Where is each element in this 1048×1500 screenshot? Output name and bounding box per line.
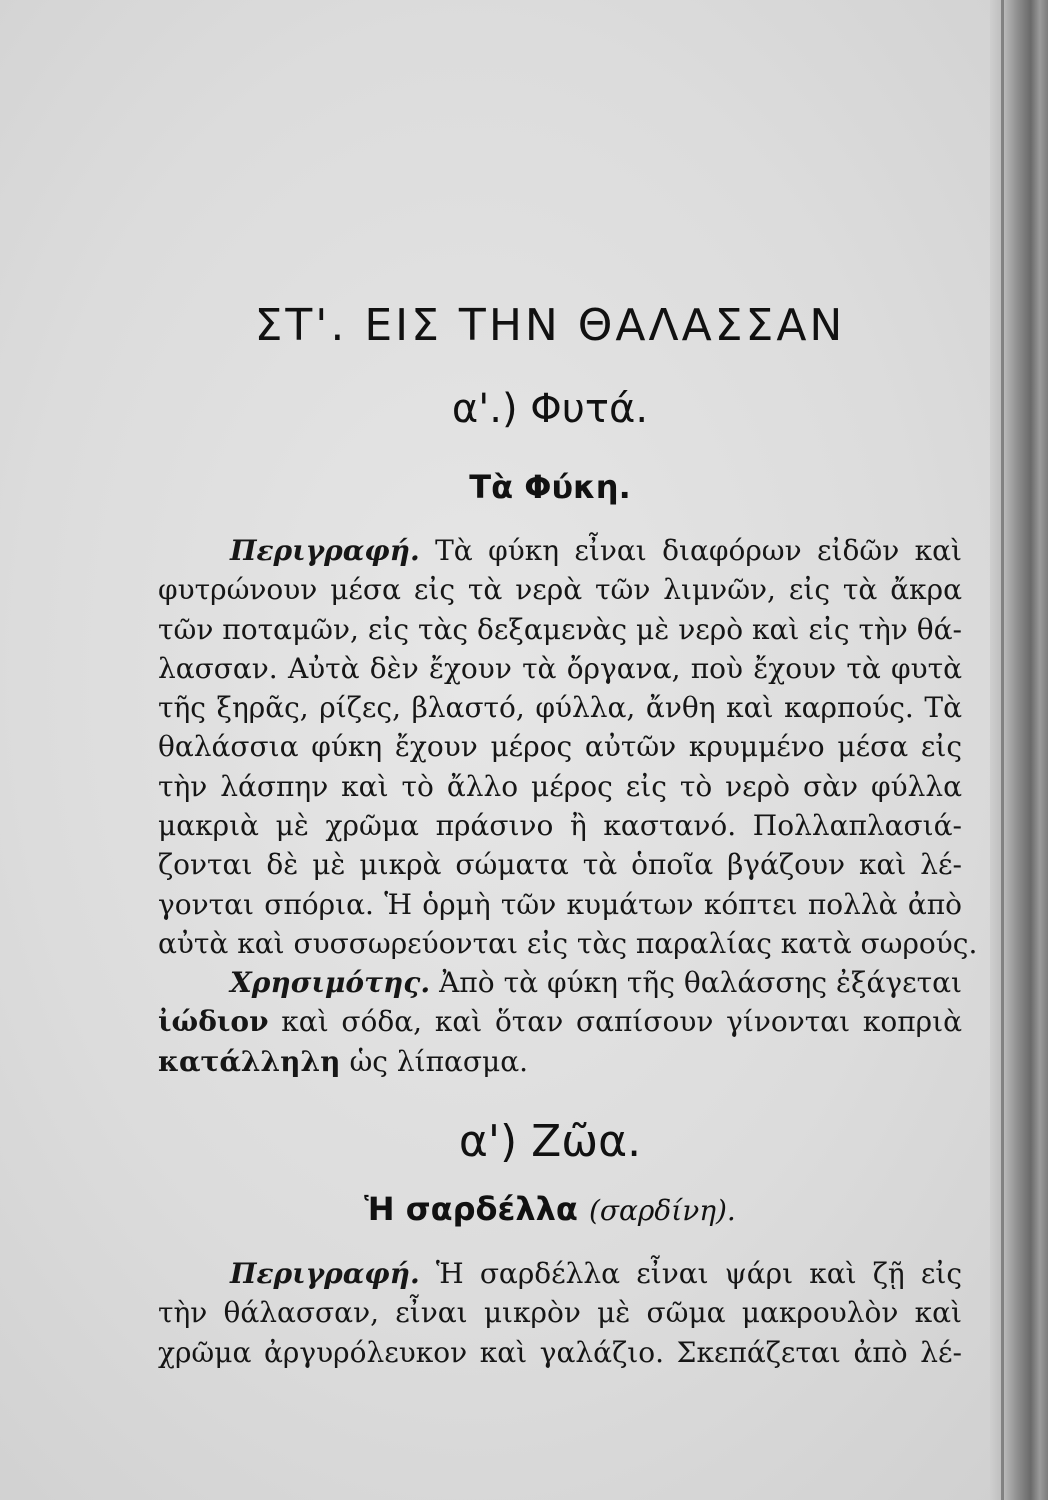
line-text: Ἀπὸ τὰ φύκη τῆς θαλάσσης ἐξάγεται — [430, 966, 962, 999]
text-line — [158, 806, 962, 845]
book-spine-edge — [990, 0, 1048, 1500]
line-text: ἰώδιον καὶ σόδα, καὶ ὅταν σαπίσουν γίνονται κοπριὰ — [158, 1005, 962, 1039]
line-text: ζονται δὲ μὲ μικρὰ σώματα τὰ ὁποῖα βγάζουν καὶ λέ- — [158, 848, 962, 882]
text-line — [158, 1002, 962, 1041]
line-text: τὴν θάλασσαν, εἶναι μικρὸν μὲ σῶμα μακρουλὸν καὶ — [158, 1296, 962, 1330]
text-line — [158, 531, 962, 570]
paragraph-seaweed-usefulness — [158, 963, 962, 1081]
paragraph-lead: Χρησιμότης. — [230, 966, 431, 999]
text-line — [158, 570, 962, 609]
line-text: γονται σπόρια. Ἡ ὁρμὴ τῶν κυμάτων κόπτει πολλὰ ἀπὸ — [158, 887, 962, 921]
line-text: χρῶμα ἀργυρόλευκον καὶ γαλάζιο. Σκεπάζεται ἀπὸ λέ- — [158, 1335, 962, 1369]
paragraph-seaweed-description — [158, 531, 978, 963]
topic-title-seaweed: Τὰ Φύκη. — [469, 468, 631, 506]
text-line — [158, 727, 962, 766]
bold-term: κατάλληλη — [158, 1044, 341, 1078]
text-line — [158, 1333, 962, 1372]
topic-alt-name: (σαρδίνη). — [588, 1194, 736, 1227]
text-line — [158, 688, 962, 727]
text-line — [158, 610, 962, 649]
text-line — [158, 1254, 962, 1293]
line-text: τῆς ξηρᾶς, ρίζες, βλαστό, φύλλα, ἄνθη καὶ καρπούς. Τὰ — [158, 691, 962, 725]
chapter-title: ΣΤ'. ΕΙΣ ΤΗΝ ΘΑΛΑΣΣΑΝ — [254, 300, 846, 351]
text-line — [158, 649, 962, 688]
text-line — [158, 963, 962, 1002]
spine-shadow-line — [1001, 0, 1004, 1500]
line-text: τῶν ποταμῶν, εἰς τὰς δεξαμενὰς μὲ νερὸ καὶ εἰς τὴν θά- — [158, 612, 962, 646]
bold-term: ἰώδιον — [158, 1005, 269, 1039]
text-line — [158, 924, 978, 963]
text-line — [158, 1293, 962, 1332]
paragraph-lead: Περιγραφή. — [230, 1257, 420, 1290]
line-text: μακριὰ μὲ χρῶμα πράσινο ἢ καστανό. Πολλαπλασιά- — [158, 809, 962, 843]
text-line — [158, 1042, 962, 1081]
line-text: κατάλληλη ὡς λίπασμα. — [158, 1044, 529, 1078]
text-line — [158, 767, 962, 806]
line-text: λασσαν. Αὐτὰ δὲν ἔχουν τὰ ὄργανα, ποὺ ἔχουν τὰ φυτὰ — [158, 651, 962, 685]
line-text: τὴν λάσπην καὶ τὸ ἄλλο μέρος εἰς τὸ νερὸ σὰν φύλλα — [158, 769, 962, 803]
text-line — [158, 885, 962, 924]
line-text: Τὰ φύκη εἶναι διαφόρων εἰδῶν καὶ — [419, 534, 962, 567]
line-text: θαλάσσια φύκη ἔχουν μέρος αὐτῶν κρυμμένο μέσα εἰς — [158, 730, 962, 764]
paragraph-lead: Περιγραφή. — [230, 534, 420, 567]
line-text: αὐτὰ καὶ συσσωρεύονται εἰς τὰς παραλίας κατὰ σωρούς. — [158, 926, 978, 960]
section-title-animals: α') Ζῶα. — [458, 1116, 642, 1167]
line-text: φυτρώνουν μέσα εἰς τὰ νερὰ τῶν λιμνῶν, εἰς τὰ ἄκρα — [158, 573, 962, 607]
text-line — [158, 845, 962, 884]
section-title-plants: α'.) Φυτά. — [451, 386, 649, 432]
topic-title-sardine — [0, 1190, 1048, 1228]
paragraph-sardine-description — [158, 1254, 962, 1372]
topic-name: Ἡ σαρδέλλα — [364, 1190, 578, 1228]
line-text: Ἡ σαρδέλλα εἶναι ψάρι καὶ ζῇ εἰς — [419, 1257, 962, 1290]
